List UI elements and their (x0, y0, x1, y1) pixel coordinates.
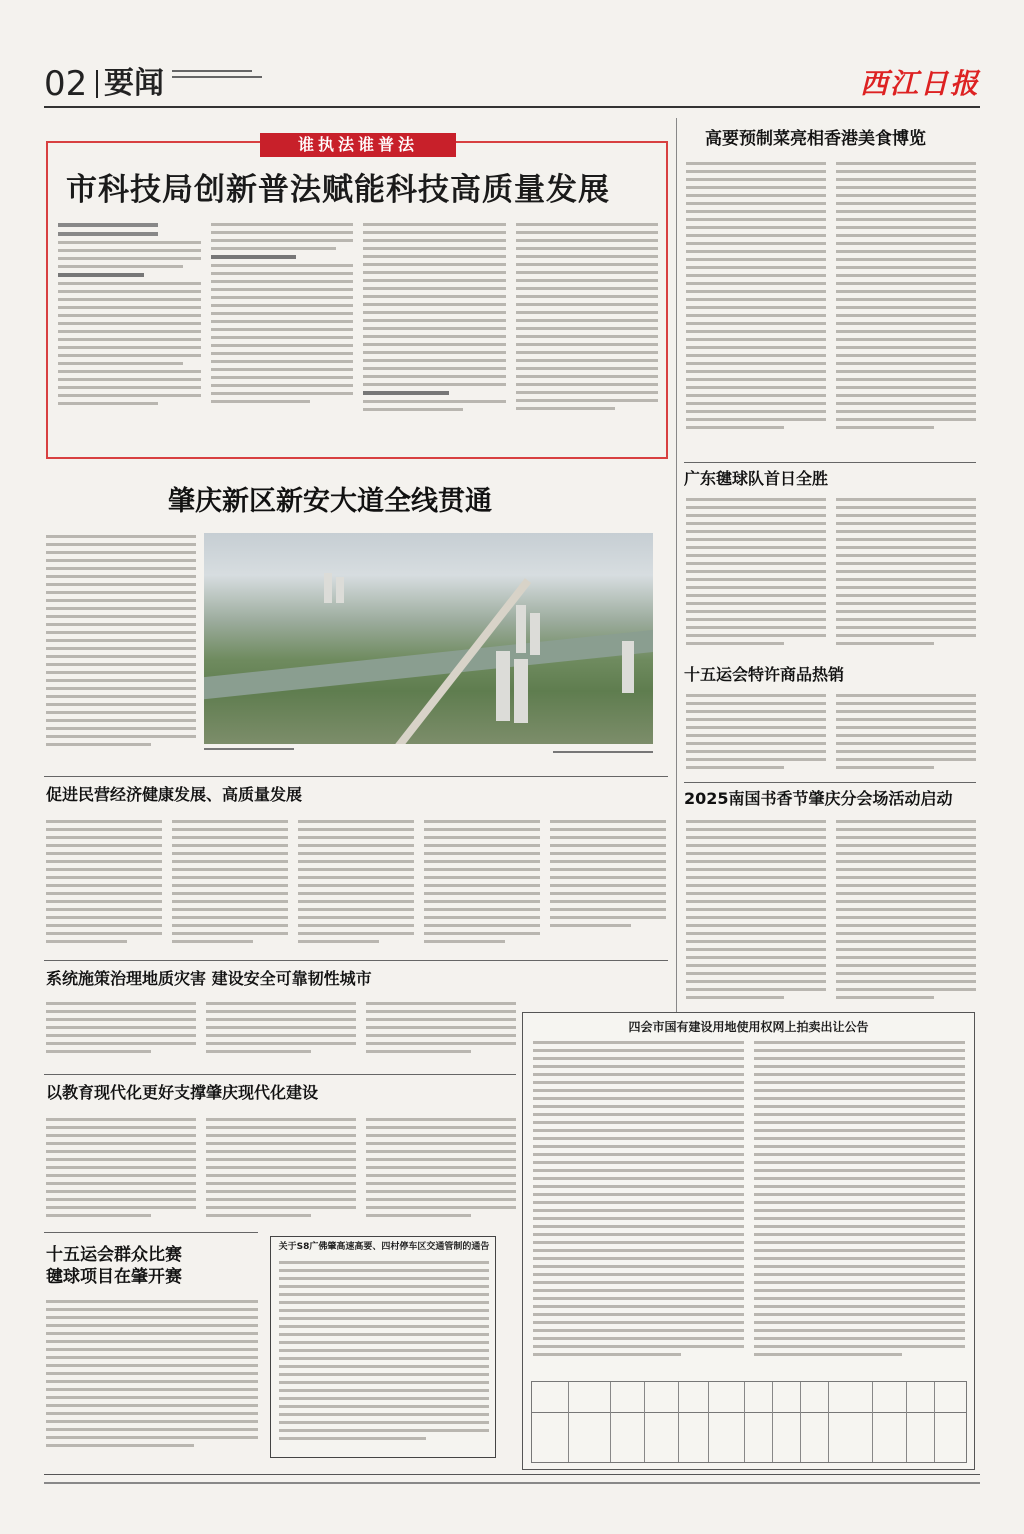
footer-placeholder (44, 1478, 980, 1489)
ad-body (279, 1261, 489, 1445)
article-title-prepared-food: 高要预制菜亮相香港美食博览 (705, 129, 926, 149)
article-title-shuttlecock-team: 广东毽球队首日全胜 (684, 469, 829, 488)
photo-building (336, 577, 344, 603)
article-body-disaster (46, 1002, 516, 1058)
column-divider (676, 118, 677, 1024)
newspaper-logo: 西江日报 (859, 67, 980, 100)
masthead-divider (96, 70, 98, 98)
photo-building (622, 641, 634, 693)
section-rule (44, 776, 668, 777)
section-rule (684, 462, 976, 463)
masthead (44, 62, 980, 106)
article-body-book-fair (686, 820, 976, 1004)
article-title-book-fair: 2025南国书香节肇庆分会场活动启动 (684, 789, 953, 808)
traffic-notice-ad (270, 1236, 496, 1458)
header-rule (44, 106, 980, 108)
photo-caption-placeholder (204, 748, 653, 758)
article-title-licensed-goods: 十五运会特许商品热销 (684, 665, 845, 684)
text-column (58, 223, 201, 416)
text-column (363, 223, 506, 416)
text-column (516, 223, 659, 416)
article-body-prepared-food (686, 162, 976, 434)
featured-tag: 谁执法谁普法 (260, 133, 456, 157)
section-rule (684, 782, 976, 783)
photo-building (514, 659, 528, 723)
photo-building (516, 605, 526, 653)
editor-info-placeholder (172, 70, 292, 83)
section-rule (44, 960, 668, 961)
article-body-licensed-goods (686, 694, 976, 774)
aerial-photo (204, 533, 653, 744)
text-column (211, 223, 354, 416)
article-body-private-economy (46, 820, 666, 948)
article-body-education (46, 1118, 516, 1222)
notice-title: 四会市国有建设用地使用权网上拍卖出让公告 (628, 1020, 869, 1034)
notice-table-header (532, 1382, 966, 1413)
article-title-education: 以教育现代化更好支撑肇庆现代化建设 (46, 1083, 319, 1102)
article-body-xinan-road (46, 535, 196, 751)
article-title-games-line2: 毽球项目在肇开赛 (46, 1267, 182, 1287)
featured-title: 市科技局创新普法赋能科技高质量发展 (66, 172, 610, 208)
section-rule (44, 1074, 516, 1075)
land-auction-notice (522, 1012, 975, 1470)
notice-body (533, 1041, 965, 1361)
photo-building (324, 573, 332, 603)
article-title-disaster: 系统施策治理地质灾害 建设安全可靠韧性城市 (46, 969, 372, 988)
article-title-games-line1: 十五运会群众比赛 (46, 1245, 182, 1265)
photo-building (530, 613, 540, 655)
section-rule (44, 1232, 258, 1233)
featured-article-box (46, 135, 668, 459)
featured-body (58, 223, 658, 416)
article-body-shuttlecock-team (686, 498, 976, 650)
ad-title: 关于S8广佛肇高速高要、四村停车区交通管制的通告 (278, 1242, 490, 1252)
photo-building (496, 651, 510, 721)
article-body-games (46, 1300, 258, 1452)
page-number: 02 (44, 64, 88, 104)
section-name: 要闻 (104, 66, 164, 101)
photo-river (204, 627, 653, 701)
notice-table (531, 1381, 967, 1463)
footer-rule (44, 1474, 980, 1475)
article-title-xinan-road: 肇庆新区新安大道全线贯通 (168, 486, 492, 517)
article-title-private-economy: 促进民营经济健康发展、高质量发展 (46, 785, 303, 804)
